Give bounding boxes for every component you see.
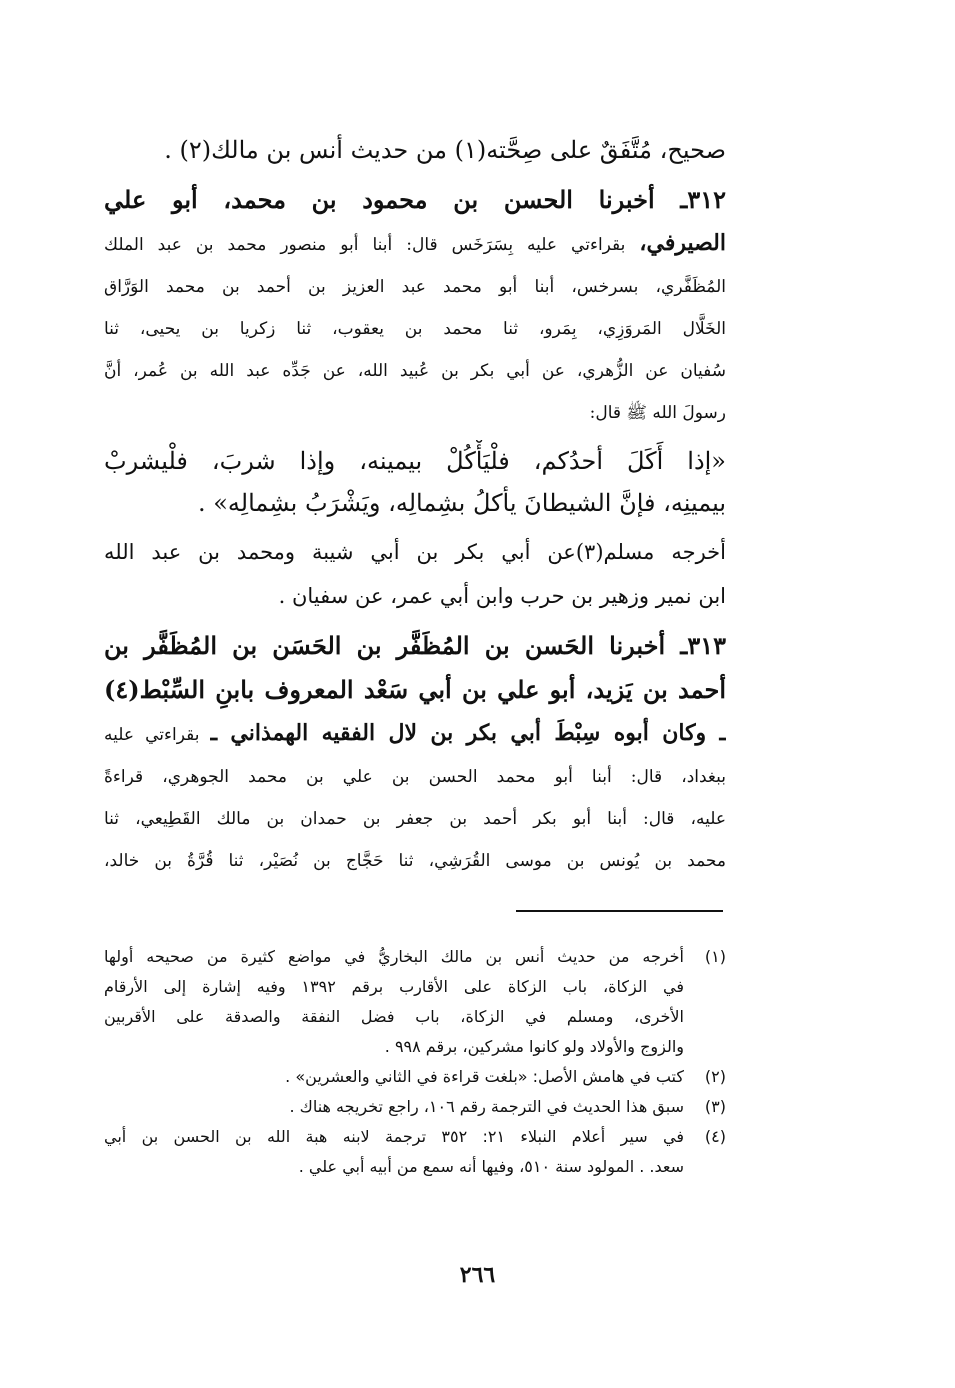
hadith-312-line-6: رسولَ الله ﷺ قال:	[589, 403, 726, 423]
hadith-313-reading-note: بقراءتي عليه	[104, 725, 211, 745]
footnote-line: في سير أعلام النبلاء ٢١: ٣٥٢ ترجمة لابنه هبة الله بن الحسن بن أبي	[104, 1127, 684, 1146]
hadith-313-heading: ٣١٣ـ أخبرنا الحَسن بن المُظَفَّر بن الحَسَن بن المُظَفَّر بن	[104, 631, 726, 660]
hadith-312-heading: ٣١٢ـ أخبرنا الحسن بن محمود بن محمد، أبو علي	[104, 185, 726, 214]
hadith-312-matn-line-2: بيمينِه، فإنَّ الشيطانَ يأكلُ بشِمالِه، ويَشْرَبُ بشِمالِه» .	[197, 489, 726, 517]
hadith-313-line-2: أحمد بن يَزيد، أبو علي بن أبي سَعْد المعروف بابنِ السِّبْط(٤)	[104, 675, 726, 704]
footnote-line: الأخرى، ومسلم في الزكاة، باب فضل النفقة والصدقة على الأقربين	[104, 1007, 684, 1026]
footnotes	[104, 942, 726, 1182]
hadith-312-narrator: الصيرفي،	[639, 230, 726, 256]
footnote-separator	[516, 910, 723, 912]
footnote-line: أخرجه من حديث أنس بن مالك البخاريُّ في مواضع كثيرة من صحيحه أولها	[104, 947, 684, 966]
takhrij-line-1: أخرجه مسلم(٣)عن أبي بكر بن أبي شيبة ومحمد بن عبد الله	[104, 540, 726, 564]
footnote-3	[104, 1092, 726, 1122]
footnote-2	[104, 1062, 726, 1092]
footnote-line: في الزكاة، باب الزكاة على الأقارب برقم ١٣٩٢ وفيه إشارة إلى الأرقام	[104, 977, 684, 996]
footnote-number: (١)	[704, 947, 726, 966]
footnote-1	[104, 942, 726, 1062]
hadith-313-line-6: محمد بن يُونس بن موسى القُرَشِي، ثنا حَجَّاج بن نُصَيْر، ثنا قُرَّةُ بن خالد،	[104, 851, 726, 871]
footnote-number: (٤)	[704, 1127, 726, 1146]
hadith-313-line-5: عليه، قال: أبنا أبو بكر أحمد بن جعفر بن حمدان بن مالك القَطِيعي، ثنا	[104, 809, 726, 829]
footnote-number: (٢)	[704, 1067, 726, 1086]
footnote-number: (٣)	[704, 1097, 726, 1116]
page-number: ٢٦٦	[459, 1262, 496, 1288]
takhrij-line-2: ابن نمير وزهير بن حرب وابن أبي عمر، عن سفيان .	[278, 584, 726, 608]
hadith-313-line-4: ببغداد، قال: أبنا أبو محمد الحسن بن علي بن محمد الجوهري، قراءةً	[104, 767, 726, 787]
hadith-312-line-4: الخَلَّال المَروَزِي، بِمَرو، ثنا محمد بن يعقوب، ثنا زكريا بن يحيى، ثنا	[104, 319, 726, 339]
hadith-313-parenthetical: ـ وكان أبوه سِبْطَ أبي بكر بن لال الفقيه الهمذاني ـ	[210, 720, 726, 746]
footnote-line: والزوج والأولاد ولو كانوا مشركين، برقم ٩٩٨ .	[384, 1037, 684, 1056]
footnote-text	[104, 1062, 684, 1092]
footnote-text	[104, 1092, 684, 1122]
hadith-312-line-2	[104, 222, 726, 266]
footnote-text	[104, 942, 684, 1062]
footnote-4	[104, 1122, 726, 1182]
hadith-312-isnad-start: بقراءتي عليه بِسَرَخَس قال: أبنا أبو منصور محمد بن عبد الملك	[104, 235, 640, 255]
main-text	[104, 128, 726, 882]
hadith-312-line-5: سُفيان عن الزُّهري، عن أبي بكر بن عُبيد الله، عن جَدِّه عبد الله بن عُمر، أنَّ	[104, 361, 726, 381]
intro-line: صحيح، مُتَّفَقٌ على صِحَّته(١) من حديث أنس بن مالك(٢) .	[164, 136, 726, 164]
footnote-text	[104, 1122, 684, 1182]
hadith-312-matn-line-1: «إذا أَكَلَ أحدُكم، فلْيَأْكُلْ بيمينه، وإذا شربَ، فلْيشربْ	[104, 447, 726, 475]
hadith-313-line-3	[104, 712, 726, 756]
footnote-line: سبق هذا الحديث في الترجمة رقم ١٠٦، راجع تخريجه هناك .	[289, 1097, 684, 1116]
hadith-312-line-3: المُظَفَّري، بسرخس، أبنا أبو محمد عبد العزيز بن أحمد بن محمد الوَرَّاق	[104, 277, 726, 297]
footnote-line: سعد. . المولود سنة ٥١٠، وفيها أنه سمع من أبيه أبي علي .	[298, 1157, 684, 1176]
footnote-line: كتب في هامش الأصل: «بلغت قراءة في الثاني والعشرين» .	[285, 1067, 684, 1086]
